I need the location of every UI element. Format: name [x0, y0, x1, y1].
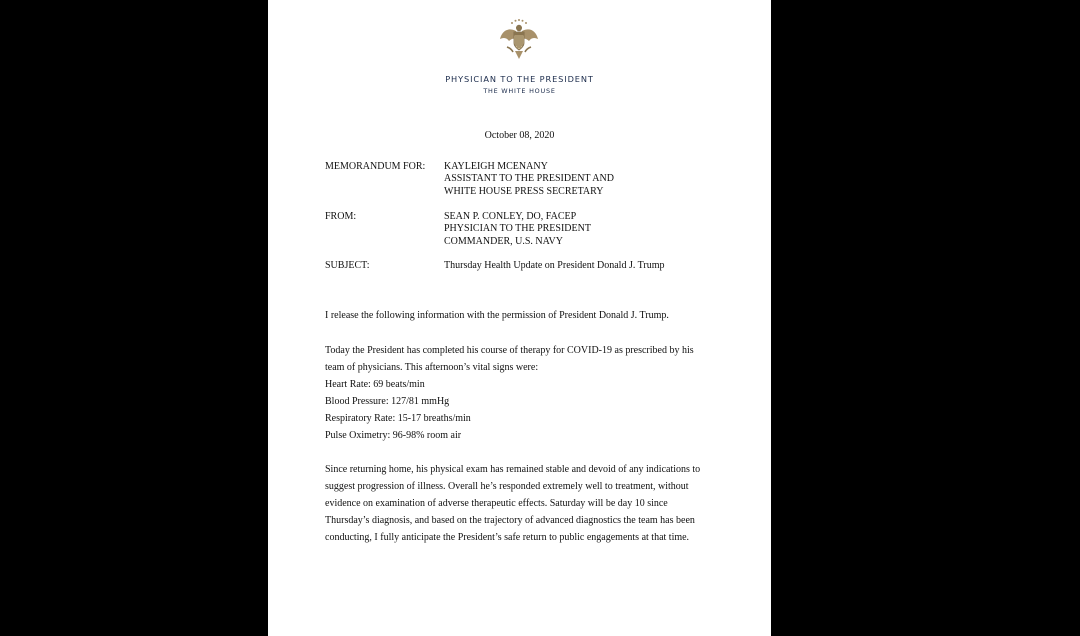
letterhead-subtitle: THE WHITE HOUSE	[483, 87, 556, 95]
from-value	[444, 211, 591, 248]
recipient-line: ASSISTANT TO THE PRESIDENT AND	[444, 173, 614, 185]
paragraph-line: Today the President has completed his course of therapy for COVID-19 as prescribed by his	[325, 345, 694, 356]
memorandum-for-value	[444, 161, 614, 198]
from-label: FROM:	[325, 211, 357, 222]
recipient-line: WHITE HOUSE PRESS SECRETARY	[444, 185, 604, 197]
sender-line: SEAN P. CONLEY, DO, FACEP	[444, 211, 577, 222]
sender-line: COMMANDER, U.S. NAVY	[444, 235, 563, 247]
vital-pulse-oximetry: Pulse Oximetry: 96-98% room air	[325, 430, 462, 441]
sender-line: PHYSICIAN TO THE PRESIDENT	[444, 223, 591, 235]
subject-value: Thursday Health Update on President Donald J. Trump	[444, 260, 665, 271]
paragraph-line: Since returning home, his physical exam has remained stable and devoid of any indications to	[325, 464, 701, 475]
vital-heart-rate: Heart Rate: 69 beats/min	[325, 379, 425, 390]
vital-respiratory-rate: Respiratory Rate: 15-17 breaths/min	[325, 413, 471, 424]
paragraph-line: team of physicians. This afternoon’s vital signs were:	[325, 362, 539, 373]
memo-date: October 08, 2020	[484, 130, 555, 141]
letterhead-title: PHYSICIAN TO THE PRESIDENT	[445, 74, 594, 84]
intro-paragraph	[325, 307, 745, 324]
closing-paragraph	[325, 461, 745, 546]
paragraph-line: evidence on examination of adverse therapeutic effects. Saturday will be day 10 since	[325, 498, 668, 509]
presidential-seal-icon	[498, 17, 540, 63]
subject-label: SUBJECT:	[325, 260, 370, 271]
paragraph-line: suggest progression of illness. Overall he’s responded extremely well to treatment, without	[325, 481, 689, 492]
paragraph-line: conducting, I fully anticipate the President’s safe return to public engagements at that time.	[325, 532, 690, 543]
therapy-paragraph	[325, 342, 745, 444]
memo-page	[268, 0, 771, 636]
memorandum-for-label: MEMORANDUM FOR:	[325, 161, 426, 172]
paragraph-line: Thursday’s diagnosis, and based on the trajectory of advanced diagnostics the team has been	[325, 515, 695, 526]
vital-blood-pressure: Blood Pressure: 127/81 mmHg	[325, 396, 450, 407]
recipient-line: KAYLEIGH MCENANY	[444, 161, 548, 172]
paragraph-line: I release the following information with the permission of President Donald J. Trump.	[325, 310, 669, 321]
